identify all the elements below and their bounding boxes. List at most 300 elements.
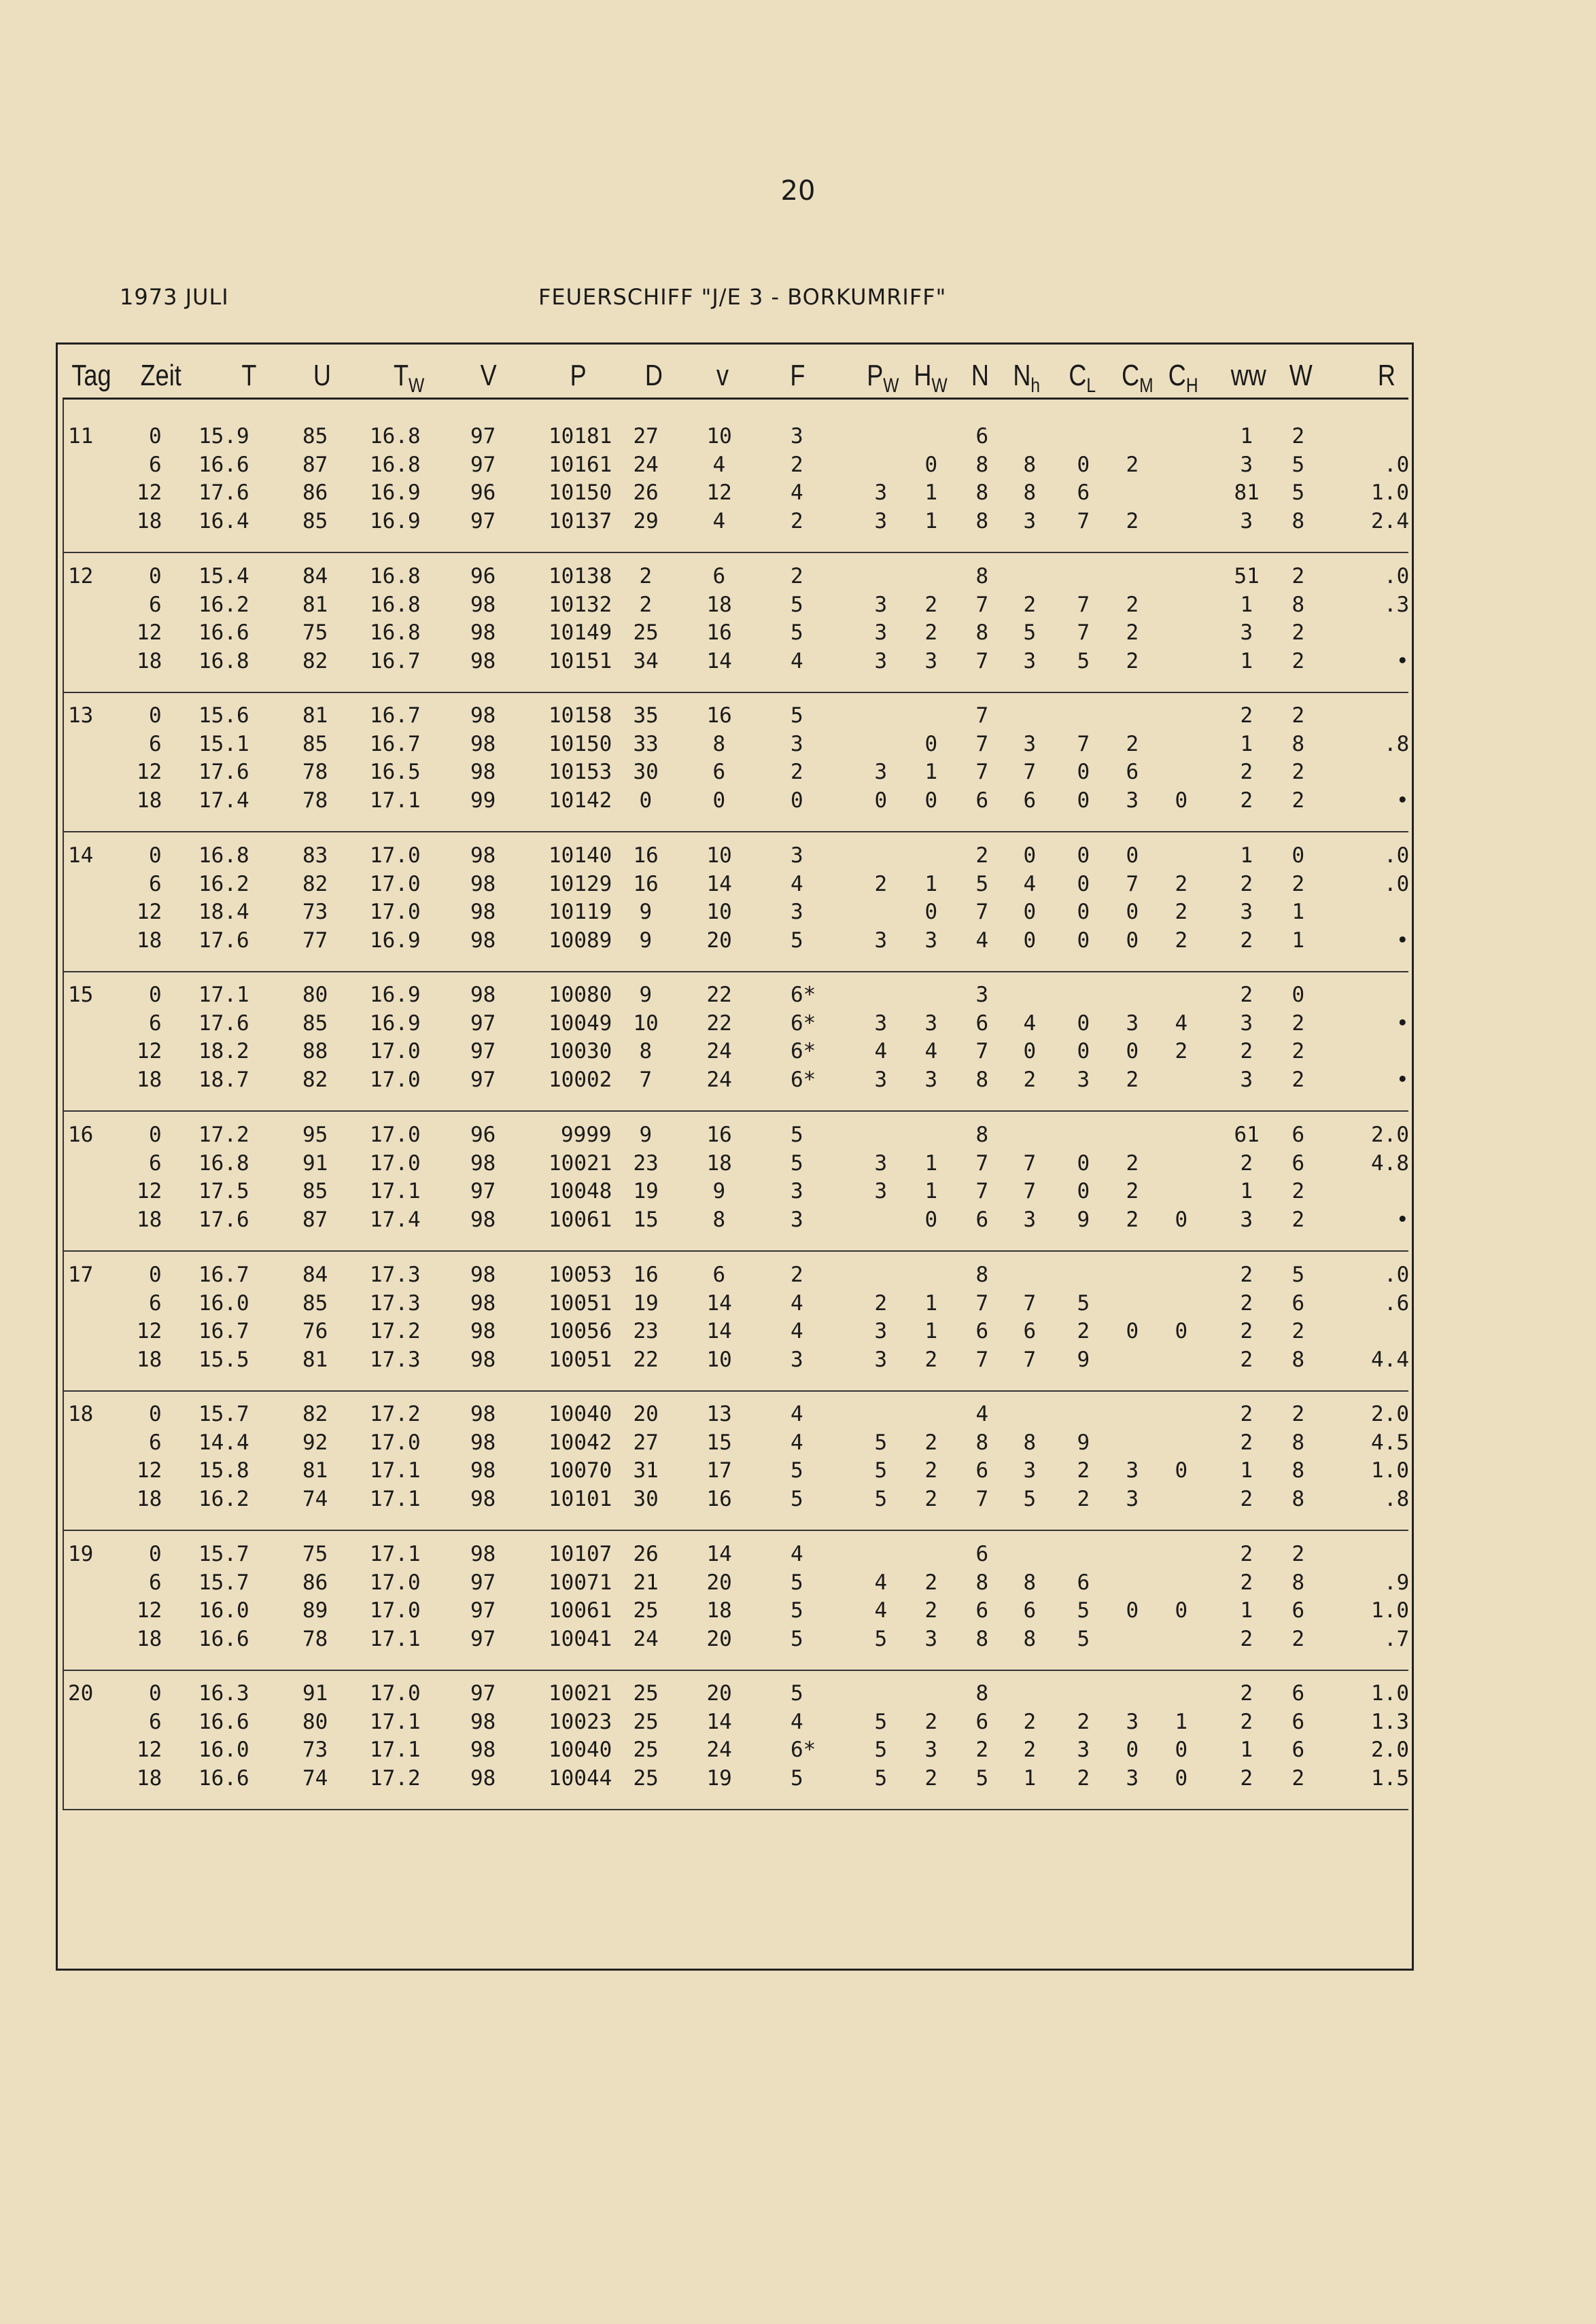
cell-zeit: 12 bbox=[137, 620, 162, 645]
cell-pw: 3 bbox=[874, 1151, 888, 1176]
cell-hw: 3 bbox=[924, 928, 938, 953]
cell-u: 84 bbox=[302, 1262, 328, 1287]
cell-p: 10137 bbox=[549, 509, 612, 533]
cell-w: 2 bbox=[1291, 788, 1305, 813]
cell-n: 6 bbox=[975, 1598, 989, 1623]
cell-nh: 8 bbox=[1023, 1626, 1037, 1651]
cell-r: 4.5 bbox=[1371, 1430, 1409, 1456]
cell-hw: 2 bbox=[924, 1598, 938, 1623]
cell-zeit: 12 bbox=[137, 760, 162, 785]
cell-d: 25 bbox=[633, 1738, 659, 1763]
cell-r: 4.4 bbox=[1371, 1347, 1409, 1372]
column-header-nh bbox=[1013, 359, 1040, 398]
cell-zeit: 0 bbox=[149, 1402, 162, 1427]
cell-v: 98 bbox=[470, 732, 496, 757]
column-header-label: V bbox=[480, 359, 497, 392]
cell-vv: 14 bbox=[706, 871, 732, 896]
cell-nh: 5 bbox=[1023, 1487, 1037, 1512]
cell-v: 98 bbox=[470, 1738, 496, 1763]
cell-n: 7 bbox=[975, 732, 989, 757]
cell-tw: 17.3 bbox=[370, 1347, 421, 1372]
cell-ch: 0 bbox=[1175, 1738, 1188, 1763]
cell-n: 6 bbox=[975, 424, 989, 448]
cell-r: 1.0 bbox=[1371, 1458, 1409, 1483]
cell-tw: 17.2 bbox=[370, 1318, 421, 1343]
cell-t: 16.4 bbox=[198, 509, 249, 533]
cell-p: 10030 bbox=[549, 1039, 612, 1064]
cell-w: 2 bbox=[1291, 1541, 1305, 1566]
cell-f: 4 bbox=[791, 1402, 803, 1427]
cell-cl: 7 bbox=[1077, 620, 1090, 645]
cell-nh: 1 bbox=[1023, 1766, 1037, 1791]
cell-cm: 3 bbox=[1126, 1766, 1139, 1791]
station-header: FEUERSCHIFF "J/E 3 - BORKUMRIFF" bbox=[538, 284, 947, 310]
cell-u: 73 bbox=[302, 899, 328, 924]
cell-t: 16.6 bbox=[198, 453, 249, 477]
cell-hw: 2 bbox=[924, 620, 938, 645]
cell-t: 15.4 bbox=[198, 563, 249, 588]
column-header-label: Tag bbox=[71, 359, 111, 392]
cell-hw: 1 bbox=[924, 1151, 938, 1176]
cell-vv: 0 bbox=[712, 788, 726, 813]
cell-pw: 5 bbox=[874, 1487, 888, 1512]
cell-p: 10061 bbox=[549, 1598, 612, 1623]
cell-ww: 2 bbox=[1240, 1570, 1253, 1595]
cell-nh: 4 bbox=[1023, 871, 1037, 896]
cell-pw: 5 bbox=[874, 1766, 888, 1791]
cell-p: 10138 bbox=[549, 563, 612, 588]
cell-zeit: 0 bbox=[149, 424, 162, 448]
cell-f: 3 bbox=[791, 424, 803, 448]
cell-v: 98 bbox=[470, 1290, 496, 1316]
column-header-label: F bbox=[789, 359, 805, 392]
cell-tw: 17.0 bbox=[370, 843, 421, 868]
cell-zeit: 6 bbox=[149, 1570, 162, 1595]
cell-u: 86 bbox=[302, 1570, 328, 1595]
cell-u: 91 bbox=[302, 1151, 328, 1176]
cell-vv: 15 bbox=[706, 1430, 732, 1456]
column-header-label: T bbox=[393, 359, 409, 392]
cell-f: 6* bbox=[791, 1039, 816, 1064]
cell-hw: 2 bbox=[924, 1766, 938, 1791]
cell-v: 98 bbox=[470, 620, 496, 645]
cell-r: • bbox=[1396, 648, 1409, 673]
cell-vv: 10 bbox=[706, 424, 732, 448]
cell-tw: 16.9 bbox=[370, 983, 421, 1008]
cell-u: 85 bbox=[302, 732, 328, 757]
cell-p: 10150 bbox=[549, 480, 612, 505]
cell-f: 5 bbox=[791, 1766, 803, 1791]
cell-tw: 17.0 bbox=[370, 1151, 421, 1176]
cell-v: 98 bbox=[470, 1458, 496, 1483]
cell-t: 17.6 bbox=[198, 1208, 249, 1232]
cell-u: 85 bbox=[302, 509, 328, 533]
cell-v: 98 bbox=[470, 983, 496, 1008]
cell-cm: 7 bbox=[1126, 871, 1139, 896]
day-label: 19 bbox=[68, 1541, 94, 1566]
cell-f: 5 bbox=[791, 1626, 803, 1651]
cell-f: 4 bbox=[791, 1710, 803, 1735]
cell-vv: 8 bbox=[712, 732, 726, 757]
cell-n: 8 bbox=[975, 1570, 989, 1595]
cell-pw: 2 bbox=[874, 1290, 888, 1316]
cell-tw: 17.1 bbox=[370, 1710, 421, 1735]
cell-tw: 17.0 bbox=[370, 1123, 421, 1147]
page-number: 20 bbox=[780, 175, 816, 207]
cell-vv: 20 bbox=[706, 1681, 732, 1706]
cell-nh: 2 bbox=[1023, 1738, 1037, 1763]
cell-p: 10070 bbox=[549, 1458, 612, 1483]
cell-w: 1 bbox=[1291, 899, 1305, 924]
cell-w: 2 bbox=[1291, 1626, 1305, 1651]
cell-v: 97 bbox=[470, 1068, 496, 1093]
cell-n: 8 bbox=[975, 563, 989, 588]
cell-hw: 3 bbox=[924, 1011, 938, 1036]
cell-pw: 5 bbox=[874, 1710, 888, 1735]
cell-t: 16.0 bbox=[198, 1598, 249, 1623]
cell-zeit: 18 bbox=[137, 788, 162, 813]
column-header-subscript: W bbox=[408, 374, 424, 397]
cell-ww: 2 bbox=[1240, 1262, 1253, 1287]
cell-ch: 0 bbox=[1175, 788, 1188, 813]
cell-t: 17.5 bbox=[198, 1179, 249, 1203]
cell-t: 16.2 bbox=[198, 871, 249, 896]
cell-ch: 0 bbox=[1175, 1318, 1188, 1343]
cell-zeit: 18 bbox=[137, 1347, 162, 1372]
cell-n: 7 bbox=[975, 1179, 989, 1203]
cell-f: 5 bbox=[791, 1151, 803, 1176]
cell-v: 98 bbox=[470, 899, 496, 924]
cell-r: 2.4 bbox=[1371, 509, 1409, 533]
cell-ww: 2 bbox=[1240, 1626, 1253, 1651]
cell-u: 87 bbox=[302, 1208, 328, 1232]
cell-p: 10119 bbox=[549, 899, 612, 924]
cell-pw: 0 bbox=[874, 788, 888, 813]
cell-cl: 3 bbox=[1077, 1068, 1090, 1093]
cell-t: 16.7 bbox=[198, 1262, 249, 1287]
cell-r: • bbox=[1396, 788, 1409, 813]
cell-f: 2 bbox=[791, 453, 803, 477]
cell-r: 2.0 bbox=[1371, 1738, 1409, 1763]
cell-t: 16.7 bbox=[198, 1318, 249, 1343]
column-header-label: N bbox=[1013, 359, 1031, 392]
cell-u: 73 bbox=[302, 1738, 328, 1763]
cell-vv: 16 bbox=[706, 1123, 732, 1147]
cell-hw: 1 bbox=[924, 1318, 938, 1343]
column-header-tag bbox=[71, 359, 111, 393]
cell-tw: 17.0 bbox=[370, 1039, 421, 1064]
cell-v: 97 bbox=[470, 424, 496, 448]
cell-vv: 4 bbox=[712, 453, 726, 477]
cell-vv: 22 bbox=[706, 1011, 732, 1036]
cell-r: 1.0 bbox=[1371, 1681, 1409, 1706]
cell-pw: 3 bbox=[874, 1318, 888, 1343]
column-header-subscript: W bbox=[883, 374, 899, 397]
column-header-r bbox=[1378, 359, 1395, 393]
cell-t: 15.7 bbox=[198, 1570, 249, 1595]
cell-p: 10021 bbox=[549, 1151, 612, 1176]
cell-cm: 2 bbox=[1126, 1151, 1139, 1176]
cell-w: 2 bbox=[1291, 1766, 1305, 1791]
cell-ch: 0 bbox=[1175, 1208, 1188, 1232]
cell-p: 10101 bbox=[549, 1487, 612, 1512]
cell-n: 5 bbox=[975, 871, 989, 896]
cell-ww: 3 bbox=[1240, 1068, 1253, 1093]
cell-r: .0 bbox=[1384, 1262, 1410, 1287]
cell-vv: 24 bbox=[706, 1738, 732, 1763]
cell-ch: 1 bbox=[1175, 1710, 1188, 1735]
cell-n: 5 bbox=[975, 1766, 989, 1791]
day-separator bbox=[63, 1530, 1408, 1531]
cell-zeit: 6 bbox=[149, 1290, 162, 1316]
cell-d: 10 bbox=[633, 1011, 659, 1036]
cell-t: 16.0 bbox=[198, 1290, 249, 1316]
cell-cm: 3 bbox=[1126, 1487, 1139, 1512]
cell-r: .0 bbox=[1384, 871, 1410, 896]
cell-w: 6 bbox=[1291, 1598, 1305, 1623]
cell-hw: 3 bbox=[924, 648, 938, 673]
cell-t: 15.9 bbox=[198, 424, 249, 448]
cell-zeit: 0 bbox=[149, 1681, 162, 1706]
cell-vv: 24 bbox=[706, 1039, 732, 1064]
cell-ww: 1 bbox=[1240, 843, 1253, 868]
cell-pw: 3 bbox=[874, 1347, 888, 1372]
cell-vv: 14 bbox=[706, 1290, 732, 1316]
cell-zeit: 12 bbox=[137, 1039, 162, 1064]
cell-f: 2 bbox=[791, 1262, 803, 1287]
cell-zeit: 6 bbox=[149, 1430, 162, 1456]
cell-zeit: 0 bbox=[149, 1541, 162, 1566]
cell-p: 10161 bbox=[549, 453, 612, 477]
cell-tw: 16.7 bbox=[370, 732, 421, 757]
cell-tw: 16.9 bbox=[370, 509, 421, 533]
cell-vv: 6 bbox=[712, 1262, 726, 1287]
cell-pw: 5 bbox=[874, 1458, 888, 1483]
cell-ww: 2 bbox=[1240, 1487, 1253, 1512]
cell-f: 4 bbox=[791, 1430, 803, 1456]
column-header-subscript: h bbox=[1030, 374, 1041, 397]
cell-vv: 20 bbox=[706, 1570, 732, 1595]
cell-u: 74 bbox=[302, 1766, 328, 1791]
cell-f: 6* bbox=[791, 1011, 816, 1036]
column-header-label: v bbox=[716, 359, 729, 392]
cell-v: 98 bbox=[470, 1318, 496, 1343]
cell-v: 97 bbox=[470, 1039, 496, 1064]
cell-f: 5 bbox=[791, 703, 803, 728]
cell-hw: 2 bbox=[924, 1458, 938, 1483]
cell-f: 4 bbox=[791, 480, 803, 505]
column-header-label: T bbox=[241, 359, 256, 392]
cell-ww: 61 bbox=[1234, 1123, 1260, 1147]
cell-v: 98 bbox=[470, 592, 496, 617]
cell-tw: 17.0 bbox=[370, 899, 421, 924]
cell-r: • bbox=[1396, 928, 1409, 953]
cell-cm: 0 bbox=[1126, 843, 1139, 868]
cell-hw: 0 bbox=[924, 1208, 938, 1232]
cell-zeit: 18 bbox=[137, 1626, 162, 1651]
cell-hw: 2 bbox=[924, 1347, 938, 1372]
cell-ww: 2 bbox=[1240, 1430, 1253, 1456]
day-label: 16 bbox=[68, 1123, 94, 1147]
cell-v: 98 bbox=[470, 648, 496, 673]
cell-tw: 16.8 bbox=[370, 592, 421, 617]
day-separator bbox=[63, 1110, 1408, 1112]
cell-ww: 2 bbox=[1240, 928, 1253, 953]
cell-cm: 3 bbox=[1126, 1458, 1139, 1483]
cell-f: 2 bbox=[791, 760, 803, 785]
cell-d: 27 bbox=[633, 424, 659, 448]
cell-hw: 0 bbox=[924, 453, 938, 477]
cell-r: 1.3 bbox=[1371, 1710, 1409, 1735]
day-separator bbox=[63, 1670, 1408, 1671]
cell-zeit: 0 bbox=[149, 563, 162, 588]
cell-n: 7 bbox=[975, 1487, 989, 1512]
cell-nh: 7 bbox=[1023, 1347, 1037, 1372]
cell-r: 1.5 bbox=[1371, 1766, 1409, 1791]
column-header-v bbox=[480, 359, 496, 393]
cell-pw: 3 bbox=[874, 648, 888, 673]
column-header-label: D bbox=[644, 359, 663, 392]
cell-d: 19 bbox=[633, 1290, 659, 1316]
cell-vv: 10 bbox=[706, 1347, 732, 1372]
cell-ww: 2 bbox=[1240, 871, 1253, 896]
cell-ww: 3 bbox=[1240, 1208, 1253, 1232]
cell-p: 10150 bbox=[549, 732, 612, 757]
cell-f: 5 bbox=[791, 1487, 803, 1512]
cell-zeit: 18 bbox=[137, 509, 162, 533]
cell-v: 98 bbox=[470, 1430, 496, 1456]
cell-hw: 1 bbox=[924, 509, 938, 533]
cell-d: 9 bbox=[639, 899, 653, 924]
cell-ww: 2 bbox=[1240, 703, 1253, 728]
cell-vv: 18 bbox=[706, 592, 732, 617]
cell-f: 3 bbox=[791, 732, 803, 757]
cell-n: 7 bbox=[975, 1290, 989, 1316]
cell-d: 22 bbox=[633, 1347, 659, 1372]
cell-u: 85 bbox=[302, 424, 328, 448]
cell-p: 10053 bbox=[549, 1262, 612, 1287]
cell-ww: 1 bbox=[1240, 592, 1253, 617]
cell-pw: 3 bbox=[874, 1068, 888, 1093]
column-header-subscript: L bbox=[1086, 374, 1096, 397]
cell-v: 98 bbox=[470, 760, 496, 785]
cell-cm: 0 bbox=[1126, 899, 1139, 924]
cell-tw: 17.0 bbox=[370, 1570, 421, 1595]
cell-nh: 6 bbox=[1023, 1318, 1037, 1343]
cell-n: 7 bbox=[975, 703, 989, 728]
cell-u: 81 bbox=[302, 703, 328, 728]
cell-t: 15.5 bbox=[198, 1347, 249, 1372]
cell-p: 10153 bbox=[549, 760, 612, 785]
cell-ch: 2 bbox=[1175, 899, 1188, 924]
column-header-t bbox=[241, 359, 256, 393]
cell-u: 81 bbox=[302, 1347, 328, 1372]
cell-cm: 2 bbox=[1126, 592, 1139, 617]
cell-n: 2 bbox=[975, 1738, 989, 1763]
cell-v: 96 bbox=[470, 480, 496, 505]
day-label: 20 bbox=[68, 1681, 94, 1706]
cell-nh: 6 bbox=[1023, 1598, 1037, 1623]
cell-tw: 16.5 bbox=[370, 760, 421, 785]
cell-cm: 0 bbox=[1126, 1738, 1139, 1763]
cell-w: 2 bbox=[1291, 1039, 1305, 1064]
cell-n: 7 bbox=[975, 592, 989, 617]
cell-n: 8 bbox=[975, 509, 989, 533]
cell-w: 8 bbox=[1291, 509, 1305, 533]
cell-zeit: 6 bbox=[149, 453, 162, 477]
cell-d: 29 bbox=[633, 509, 659, 533]
cell-u: 86 bbox=[302, 480, 328, 505]
column-header-zeit bbox=[140, 359, 181, 393]
cell-tw: 17.3 bbox=[370, 1290, 421, 1316]
cell-ch: 2 bbox=[1175, 871, 1188, 896]
cell-hw: 0 bbox=[924, 732, 938, 757]
cell-n: 6 bbox=[975, 1011, 989, 1036]
cell-vv: 20 bbox=[706, 1626, 732, 1651]
cell-u: 85 bbox=[302, 1290, 328, 1316]
cell-u: 80 bbox=[302, 1710, 328, 1735]
cell-ww: 1 bbox=[1240, 732, 1253, 757]
cell-v: 97 bbox=[470, 1570, 496, 1595]
cell-d: 15 bbox=[633, 1208, 659, 1232]
cell-t: 17.6 bbox=[198, 1011, 249, 1036]
cell-cl: 7 bbox=[1077, 592, 1090, 617]
cell-d: 30 bbox=[633, 1487, 659, 1512]
cell-vv: 24 bbox=[706, 1068, 732, 1093]
cell-cm: 2 bbox=[1126, 620, 1139, 645]
cell-vv: 9 bbox=[712, 1179, 726, 1203]
cell-vv: 13 bbox=[706, 1402, 732, 1427]
cell-n: 7 bbox=[975, 1151, 989, 1176]
cell-vv: 10 bbox=[706, 899, 732, 924]
cell-nh: 7 bbox=[1023, 1290, 1037, 1316]
cell-w: 2 bbox=[1291, 1011, 1305, 1036]
cell-tw: 17.2 bbox=[370, 1766, 421, 1791]
cell-d: 16 bbox=[633, 871, 659, 896]
day-label: 13 bbox=[68, 703, 94, 728]
cell-p: 10040 bbox=[549, 1738, 612, 1763]
cell-nh: 8 bbox=[1023, 480, 1037, 505]
cell-u: 78 bbox=[302, 788, 328, 813]
cell-cl: 0 bbox=[1077, 1151, 1090, 1176]
cell-f: 3 bbox=[791, 1179, 803, 1203]
cell-nh: 0 bbox=[1023, 843, 1037, 868]
cell-p: 10051 bbox=[549, 1290, 612, 1316]
cell-nh: 3 bbox=[1023, 509, 1037, 533]
cell-w: 2 bbox=[1291, 760, 1305, 785]
cell-tw: 17.1 bbox=[370, 1458, 421, 1483]
cell-nh: 8 bbox=[1023, 1570, 1037, 1595]
cell-w: 2 bbox=[1291, 620, 1305, 645]
cell-n: 6 bbox=[975, 788, 989, 813]
day-separator bbox=[63, 1809, 1408, 1810]
cell-n: 8 bbox=[975, 1123, 989, 1147]
column-header-label: H bbox=[914, 359, 932, 392]
cell-n: 6 bbox=[975, 1541, 989, 1566]
cell-pw: 3 bbox=[874, 592, 888, 617]
cell-v: 97 bbox=[470, 509, 496, 533]
cell-ww: 81 bbox=[1234, 480, 1260, 505]
cell-n: 7 bbox=[975, 648, 989, 673]
column-header-subscript: M bbox=[1139, 374, 1153, 397]
cell-p: 10129 bbox=[549, 871, 612, 896]
cell-hw: 0 bbox=[924, 788, 938, 813]
day-separator bbox=[63, 552, 1408, 553]
cell-cl: 0 bbox=[1077, 788, 1090, 813]
cell-p: 10149 bbox=[549, 620, 612, 645]
cell-pw: 3 bbox=[874, 928, 888, 953]
cell-ww: 2 bbox=[1240, 1039, 1253, 1064]
